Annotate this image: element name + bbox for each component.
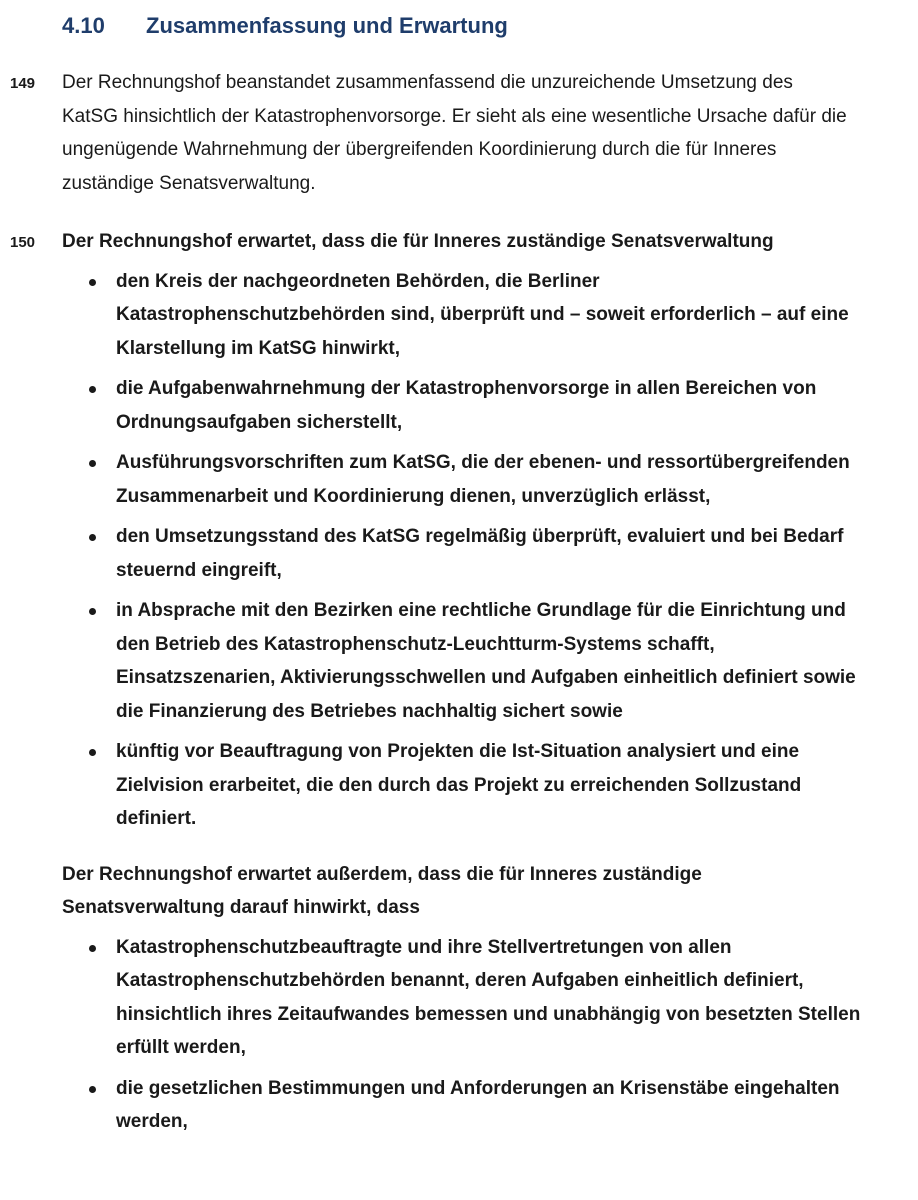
paragraph-150 <box>62 225 862 1146</box>
list-item-text: den Umsetzungsstand des KatSG regelmäßig überprüft, evaluiert und bei Bedarf steuernd eingreift, <box>116 526 844 581</box>
bullet-icon <box>89 279 96 286</box>
list-item <box>62 594 862 728</box>
list-item-text: die Aufgabenwahrnehmung der Katastrophenvorsorge in allen Bereichen von Ordnungsaufgaben sicherstellt, <box>116 378 817 433</box>
list-item-text: Ausführungsvorschriften zum KatSG, die der ebenen- und ressortübergreifenden Zusammenarbeit und Koordinierung dienen, unverzüglich erlässt, <box>116 452 850 507</box>
bullet-icon <box>89 460 96 467</box>
bullet-icon <box>89 386 96 393</box>
bullet-icon <box>89 608 96 615</box>
list-item <box>62 446 862 513</box>
list-item <box>62 265 862 366</box>
paragraph-number-150: 150 <box>10 234 36 251</box>
list-item-text: den Kreis der nachgeordneten Behörden, die Berliner Katastrophenschutzbehörden sind, überprüft und – soweit erforderlich – auf eine Klarstellung im KatSG hinwirkt, <box>116 270 849 359</box>
bullet-icon <box>89 534 96 541</box>
paragraph-149 <box>62 66 852 200</box>
bullet-icon <box>89 945 96 952</box>
paragraph-number-149: 149 <box>10 75 36 92</box>
list-item <box>62 931 862 1065</box>
section-title: Zusammenfassung und Erwartung <box>146 13 508 38</box>
section-number: 4.10 <box>62 13 105 38</box>
list-item <box>62 372 862 439</box>
list-item-text: in Absprache mit den Bezirken eine rechtliche Grundlage für die Einrichtung und den Betrieb des Katastrophenschutz-Leuchtturm-Systems schafft, Einsatzszenarien, Aktivierungsschwellen und Aufgaben einheitlich definiert sowie die Finanzierung des Betriebes nachhaltig sichert sowie <box>116 600 856 722</box>
list-item <box>62 520 862 587</box>
bullet-icon <box>89 749 96 756</box>
list-item-text: die gesetzlichen Bestimmungen und Anforderungen an Krisenstäbe eingehalten werden, <box>116 1077 840 1132</box>
expectation-list <box>62 265 862 836</box>
paragraph-150-intro-2: Der Rechnungshof erwartet außerdem, dass die für Inneres zuständige Senatsverwaltung darauf hinwirkt, dass <box>62 863 702 918</box>
list-item <box>62 735 862 836</box>
paragraph-150-intro: Der Rechnungshof erwartet, dass die für Inneres zuständige Senatsverwaltung <box>62 231 774 252</box>
list-item <box>62 1072 862 1139</box>
expectation-list-2 <box>62 931 862 1139</box>
section-heading <box>62 8 508 44</box>
list-item-text: Katastrophenschutzbeauftragte und ihre Stellvertretungen von allen Katastrophenschutzbehörden benannt, deren Aufgaben einheitlich definiert, hinsichtlich ihres Zeitaufwandes bemessen und unabhängig von besetzten Stellen erfüllt werden, <box>116 936 861 1058</box>
list-item-text: künftig vor Beauftragung von Projekten die Ist-Situation analysiert und eine Zielvision erarbeitet, die den durch das Projekt zu erreichenden Sollzustand definiert. <box>116 741 802 829</box>
paragraph-149-text: Der Rechnungshof beanstandet zusammenfassend die unzureichende Umsetzung des KatSG hinsichtlich der Katastrophenvorsorge. Er sieht als eine wesentliche Ursache dafür die ungenügende Wahrnehmung der übergreifenden Koordinierung durch die für Inneres zuständige Senatsverwaltung. <box>62 72 847 194</box>
bullet-icon <box>89 1086 96 1093</box>
